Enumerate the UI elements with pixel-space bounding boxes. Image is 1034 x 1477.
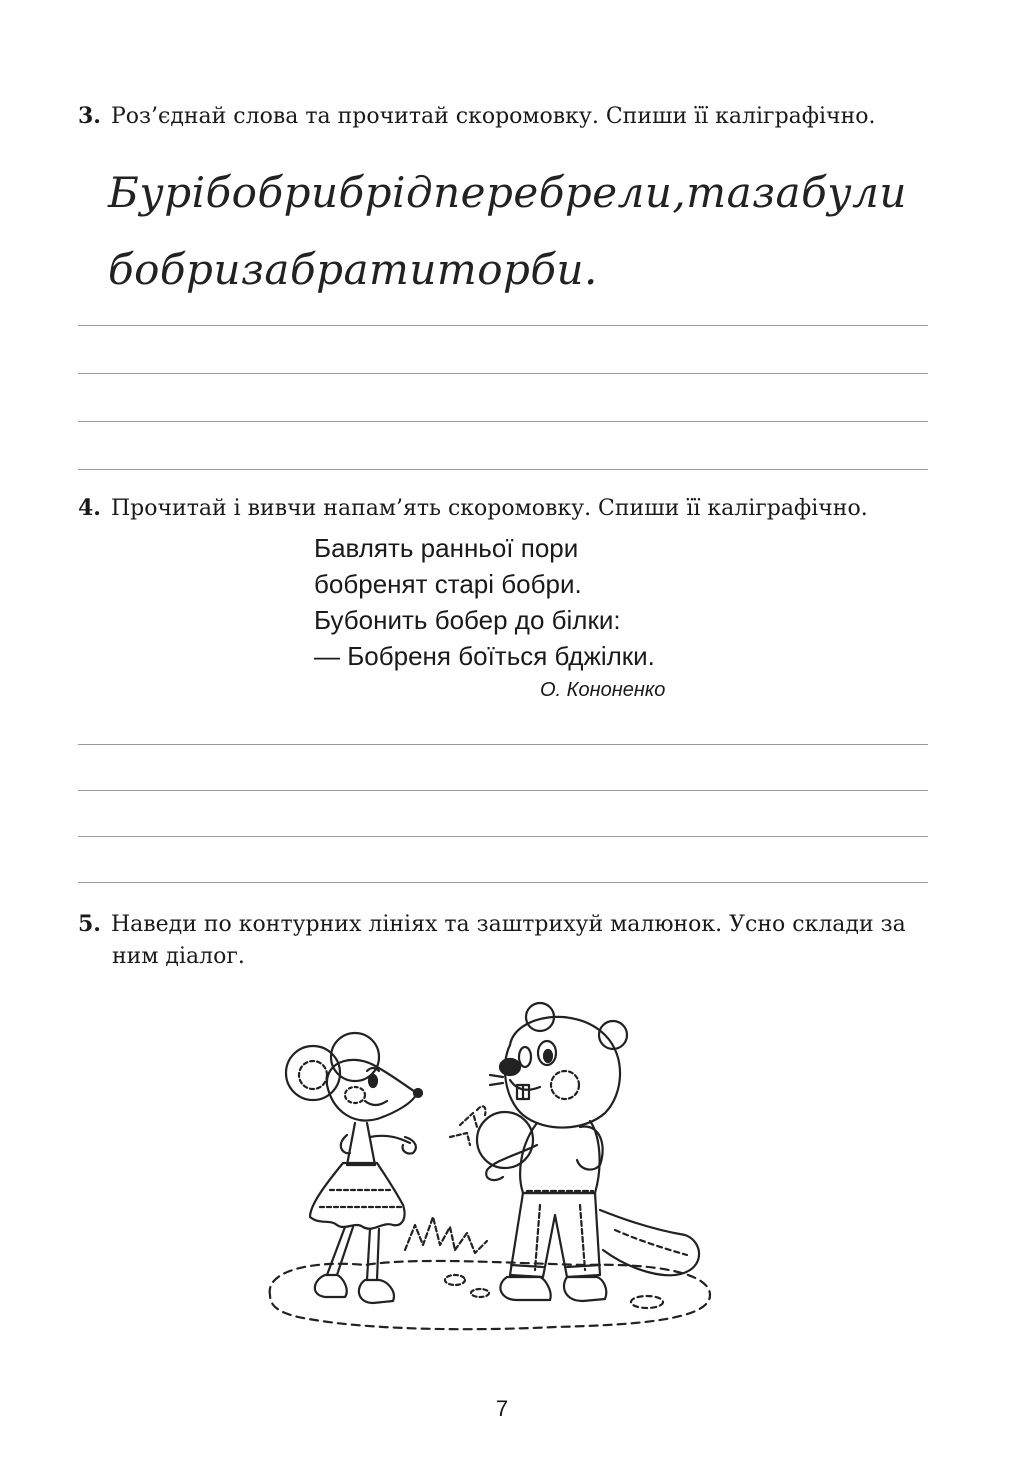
task-number: 5. bbox=[78, 911, 101, 937]
writing-line bbox=[78, 373, 928, 374]
poem-line: Бубонить бобер до білки: bbox=[314, 605, 621, 635]
task-text: Прочитай і вивчи напам’ять скоромовку. Спиши її каліграфічно. bbox=[110, 496, 868, 521]
writing-line bbox=[78, 790, 928, 791]
task-text: Роз’єднай слова та прочитай скоромовку. Спиши її каліграфічно. bbox=[110, 104, 876, 129]
writing-line bbox=[78, 325, 928, 326]
writing-line bbox=[78, 421, 928, 422]
task-text-continuation: ним діалог. bbox=[112, 944, 245, 969]
task-3-instruction bbox=[78, 100, 928, 133]
writing-line bbox=[78, 836, 928, 837]
task-number: 3. bbox=[78, 103, 101, 129]
poem-line: — Бобреня боїться бджілки. bbox=[314, 641, 655, 671]
writing-line bbox=[78, 882, 928, 883]
task-number: 4. bbox=[78, 495, 101, 521]
writing-line bbox=[78, 744, 928, 745]
poem-author: О. Кононенко bbox=[540, 679, 666, 701]
task-text: Наведи по контурних лініях та заштрихуй малюнок. Усно склади за bbox=[110, 912, 906, 937]
cursive-line-1: Бурібобрибрідперебрели,тазабули bbox=[108, 168, 907, 217]
beaver-figure bbox=[450, 1003, 699, 1301]
poem-line: бобренят старі бобри. bbox=[314, 569, 582, 599]
poem-line: Бавлять ранньої пори bbox=[314, 533, 579, 563]
task-4-instruction bbox=[78, 492, 928, 525]
mouse-and-beaver-illustration bbox=[255, 995, 725, 1340]
task-5-instruction bbox=[78, 908, 928, 973]
poem bbox=[314, 530, 655, 674]
cursive-line-2: бобризабратиторби. bbox=[108, 245, 598, 294]
page-number: 7 bbox=[495, 1396, 509, 1421]
writing-line bbox=[78, 469, 928, 470]
